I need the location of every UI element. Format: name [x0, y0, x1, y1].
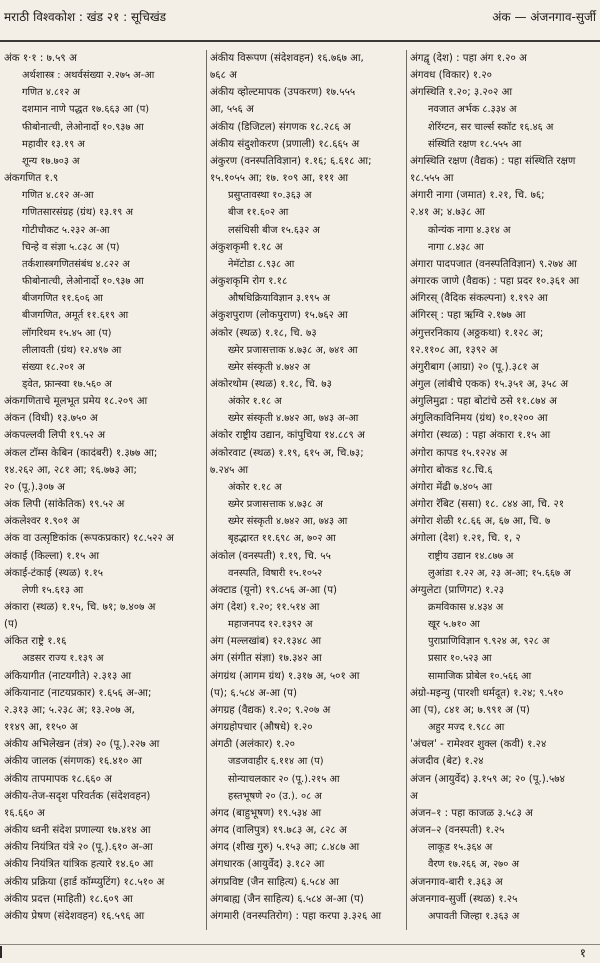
index-entry: अंगिरस् (वैदिक संकल्पना) १.१९२ आ — [410, 293, 548, 305]
index-subentry: प्रसुप्तावस्था १०.३६३ अ — [228, 190, 312, 202]
index-entry: अंग (संगीत संज्ञा) १७.३४२ आ — [210, 653, 322, 665]
index-entry: अंगप्रविष्ट (जैन साहित्य) ६.५८४ आ — [210, 876, 339, 888]
index-subentry: दशमान नाणे पद्धत १७.६६३ आ (प) — [22, 104, 150, 116]
index-entry: १६.६६० अ — [4, 807, 45, 819]
index-entry: अंगस्थिति रक्षण (वैद्यक) : पहा संस्थिति रक्षण — [410, 155, 576, 167]
index-entry: अंकीय जालक (संगणक) १६.४१० आ — [4, 756, 142, 768]
index-entry: अंगद्वृ (देश) : पहा अंग १.२० अ — [410, 53, 527, 64]
index-entry: अंकियागीत (नाटयगीते) २.३१३ आ — [4, 670, 131, 682]
index-entry: (प) — [4, 619, 18, 631]
index-entry: अंकोर राष्ट्रीय उद्यान, कांपुचिया १४.८८९ अ — [210, 430, 365, 442]
index-subentry: चिन्हे व संज्ञा ५.८३८ अ (प) — [22, 241, 120, 253]
column-divider — [406, 50, 407, 930]
index-subentry: लुआंडा १.२२ अ, २३ अ-आ; १५.६६७ अ — [428, 567, 571, 579]
index-entry: अंगारी नागा (जमात) १.२१, चि. ७६; — [410, 190, 545, 202]
index-entry: अंग्रो-मइन्यु (पारशी धर्मदूत) १.२४; ९.५१० — [410, 687, 564, 699]
index-entry: अंकीय अभिलेखन (तंत्र) २० (पू.).२२७ आ — [4, 739, 160, 751]
index-subentry: खूर ५.७१० आ — [428, 619, 480, 631]
index-subentry: नागा ८.४३८ आ — [428, 241, 484, 253]
index-subentry: अडसर राज्य १.१३९ अ — [22, 653, 104, 665]
index-entry: अंगग्रह (वैद्यक) १.२०; ९.२०७ अ — [210, 704, 331, 716]
index-entry: अंकीय विरूपण (संदेशवहन) १६.७६७ आ, — [210, 53, 364, 64]
index-entry: अंकोर (स्थळ) १.१८, चि. ७३ — [210, 327, 317, 339]
index-entry: अंकन (विधी) १३.७५० अ — [4, 413, 98, 425]
page-range-title: अंक — अंजनगाव-सुर्जी — [492, 10, 596, 24]
index-entry: अंक लिपी (सांकेतिक) १९.५२ अ — [4, 499, 125, 511]
index-subentry: बीजगणित, अमूर्त ११.६१९ आ — [22, 310, 129, 322]
index-entry: अंकीय-तेज-सदृश परिवर्तक (संदेशवहन) — [4, 790, 151, 802]
index-entry: अंगुल (लांबीचे एकक) १५.३५१ अ, ३५८ अ — [410, 378, 568, 390]
index-subentry: वैरण १७.२६६ अ, २७० अ — [428, 859, 519, 871]
index-entry: अंग (मल्लखांब) १२.१३४८ आ — [210, 636, 321, 648]
index-entry: 'अंचल' - रामेश्वर शुक्ल (कवी) १.२४ — [410, 739, 547, 751]
index-entry: अंकित राष्ट्रे १.१६ — [4, 636, 67, 648]
index-entry: अंगिरस् : पहा ऋग्वि २.१७७ आ — [410, 310, 526, 322]
index-subentry: ख्मेर प्रजासत्ताक ४.७३८ अ — [228, 499, 323, 511]
index-entry: ११४९ आ, ११५० अ — [4, 722, 78, 734]
index-entry: अंगुलिकाविनिमय (ग्रंथ) १०.१२०० आ — [410, 413, 548, 425]
index-subentry: लॉगरिथम १५.४५ आ (प) — [22, 327, 112, 339]
index-entry: अंगोरा मेंढी ७.४०५ आ — [410, 481, 492, 493]
index-subentry: गणित ४.८१२ अ-आ — [22, 190, 94, 202]
index-subentry: ख्मेर संस्कृती ४.७४२ आ, ७४३ आ — [228, 516, 348, 528]
index-subentry: बृहद्भारत ११.६९८ अ, ७०२ आ — [228, 533, 336, 545]
index-subentry: गोटीचौकट ५.२३२ अ-आ — [22, 224, 110, 236]
index-subentry: लीलावती (ग्रंथ) १२.४९७ आ — [22, 344, 122, 356]
index-entry: अंगस्थिति १.२०; ३.२०२ आ — [410, 87, 512, 99]
index-entry: अंकीय नियंत्रित यांत्रिक हत्यारे १४.६० आ — [4, 859, 154, 871]
index-subentry: क्रमविकास ४.४३४ अ — [428, 602, 504, 613]
index-entry: १२.११०८ आ, १३९२ अ — [410, 344, 498, 356]
index-entry: अंगठी (अलंकार) १.२० — [210, 739, 295, 751]
index-subentry: सामाजिक प्रोबेल १०.५६६ आ — [428, 670, 532, 682]
index-entry: अंगग्रंथ (आगम ग्रंथ) १.३१७ अ, ५०१ आ — [210, 670, 360, 682]
index-subentry: अर्थशास्त्र : अथर्वसंख्या २.२७५ अ-आ — [22, 70, 155, 82]
index-entry: अंगवध (विकार) १.२० — [410, 70, 492, 82]
index-entry: अंकियानाट (नाटयप्रकार) १.६५६ अ-आ; — [4, 687, 152, 699]
index-subentry: ख्मेर संस्कृती ४.७४२ आ, ७४३ अ-आ — [228, 413, 359, 425]
index-column-3 — [410, 50, 600, 930]
index-entry: अंगोला (देश) १.२१, चि. १, २ — [410, 533, 521, 545]
index-subentry: प्रसार १०.५२३ आ — [428, 653, 492, 665]
index-entry: अंकगणिताचे मूलभूत प्रमेय १८.२०९ आ — [4, 396, 148, 408]
index-subentry: लसंधिसी बीज १५.६३२ अ — [228, 224, 320, 236]
index-entry: अंकोरवाट (स्थळ) १.१९, ६१५ अ, चि.७३; — [210, 447, 364, 459]
index-subentry: अहुर मज्द १.९८८ आ — [428, 722, 505, 734]
index-subentry: अंकोर १.१८ अ — [228, 396, 282, 408]
index-entry: १५.१०५५ आ; १७. १०९ आ, १११ आ — [210, 173, 348, 185]
index-entry: अंगग्रहोपचार (औषधे) १.२० — [210, 722, 313, 734]
index-entry: अंगारा पादपजात (वनस्पतिविज्ञान) ९.२७४ आ — [410, 258, 577, 270]
index-entry: (प); ६.५८४ अ-आ (प) — [210, 687, 297, 699]
index-entry: अंगारक जाणे (वैद्यक) : पहा प्रदर १०.३६१ आ — [410, 276, 580, 288]
index-entry: अंकोरथोम (स्थळ) १.१८, चि. ७३ — [210, 378, 332, 390]
index-subentry: तर्कशास्त्रगणितसंबंध ४.८२२ अ — [22, 258, 130, 270]
index-entry: अंकुशकृमि रोग १.१८ — [210, 276, 288, 288]
index-entry: अंगधारक (आयुर्वेद) ३.१८२ आ — [210, 859, 325, 871]
index-entry: अंजन (आयुर्वेद) ३.१५९ अ; २० (पू.).५७४ — [410, 773, 565, 785]
index-subentry: औषधिक्रियाविज्ञान ३.१९५ अ — [228, 293, 330, 305]
index-subentry: संख्या १८.२०१ अ — [22, 361, 85, 373]
index-entry: अंगोरा बोकड १८.चि.६ — [410, 464, 493, 476]
index-entry: अंकाई-टंकाई (स्थळ) १.१५ — [4, 567, 104, 579]
footer-rule — [0, 944, 600, 945]
index-subentry: लेणी १५.६१३ आ — [22, 584, 84, 596]
index-entry: अंकगणित १.९ — [4, 173, 59, 185]
index-entry: अंगोरा कापड १५.१२२४ अ — [410, 447, 508, 459]
index-entry: अंगद (वालिपुत्र) १९.७८३ अ, ८२८ अ — [210, 825, 347, 837]
index-subentry: महाजनपद १२.१३९२ अ — [228, 619, 313, 631]
index-subentry: अंकोर १.१८ अ — [228, 481, 282, 493]
index-entry: अंकीय नियंत्रित यंत्रे २० (पू.).६१० अ-आ — [4, 842, 153, 854]
index-entry: अंकुरण (वनस्पतिविज्ञान) १.१६; ६.६१८ आ; — [210, 155, 372, 167]
index-subentry: बीज ११.६०२ आ — [228, 207, 289, 219]
index-entry: १४.२६२ आ, २८१ आ; १६.७७३ आ; — [4, 464, 137, 476]
index-entry: अंकीय प्रक्रिया (हार्ड कॉम्प्युटिंग) १८.५१० अ — [4, 876, 165, 888]
edge-mark — [0, 946, 2, 958]
index-subentry: नेमॅटोडा ८.९३८ आ — [228, 258, 295, 270]
index-entry: अंकीय प्रदत्त (माहिती) १८.६०९ आ — [4, 893, 133, 905]
index-entry: अंकुशपुराण (लोकपुराण) १५.७६२ आ — [210, 310, 348, 322]
header-rule — [0, 40, 600, 42]
index-subentry: जडजवाहीर ६.११४ आ (प) — [228, 756, 324, 768]
index-entry: अंगुलिमुद्रा : पहा बोटांचे ठसे ११.८७४ अ — [410, 396, 557, 408]
index-subentry: शून्य १७.७०३ अ — [22, 155, 80, 167]
index-subentry: हस्तभूषणे २० (उ.). ०८ अ — [228, 790, 322, 802]
index-entry: २.३१३ आ; ५.२३८ अ; १३.२०७ अ, — [4, 704, 135, 716]
index-entry: अंकीय (डिजिटल) संगणक १८.२८६ अ — [210, 121, 351, 133]
index-entry: अंग (देश) १.२०; ११.५१४ आ — [210, 602, 320, 613]
index-entry: आ (प), ८४१ अ; ७.९९१ अ (प) — [410, 704, 530, 716]
index-entry: अंक्टाड (यूनो) १९.८५६ अ-आ (प) — [210, 584, 337, 596]
index-entry: अंगबाह्य (जैन साहित्य) ६.५८४ अ-आ (प) — [210, 893, 364, 905]
index-subentry: ख्मेर संस्कृती ४.७४२ अ — [228, 361, 311, 373]
index-entry: अंकलेश्वर १.९०१ अ — [4, 516, 80, 528]
index-entry: अंकुशकृमी १.१८ अ — [210, 241, 283, 253]
index-subentry: राष्ट्रीय उद्यान १४.८७७ अ — [428, 550, 514, 562]
index-subentry: पुराप्राणिविज्ञान ९.९२४ अ, ९२८ अ — [428, 636, 550, 648]
index-subentry: लाकूड १५.३६४ अ — [428, 842, 493, 854]
index-entry: अंजन–१ : पहा काजळ ३.५८३ अ — [410, 807, 533, 819]
index-column-1 — [4, 50, 202, 930]
index-entry: अंजन–२ (वनस्पती) १.२५ — [410, 825, 505, 837]
index-subentry: संस्थिति रक्षण १८.५५५ आ — [428, 138, 522, 150]
index-entry: १८.५५५ आ — [410, 173, 454, 185]
index-entry: अंगोरा शेळी १८.६६ अ, ६७ आ, चि. ७ — [410, 516, 551, 528]
index-entry: अंकाई (किल्ला) १.१५ आ — [4, 550, 100, 562]
index-subentry: शेरिंग्टन, सर चार्ल्स स्कॉट १६.४६ अ — [428, 121, 554, 133]
index-entry: अंगोरा (स्थळ) : पहा अंकारा १.१५ आ — [410, 430, 551, 442]
index-subentry: फीबोनात्ची, लेओनार्दो १०.९३७ आ — [22, 276, 144, 288]
index-entry: आ, ५५६ अ — [210, 104, 254, 116]
index-entry: २० (पू.).३०७ अ — [4, 481, 65, 493]
index-entry: अंजनगाव-सुर्जी (स्थळ) १.२५ — [410, 893, 518, 905]
index-subentry: फीबोनात्ची, लेओनार्दो १०.९३७ आ — [22, 121, 144, 133]
index-subentry: गणितसारसंग्रह (ग्रंथ) १३.१९ अ — [22, 207, 133, 219]
index-subentry: ड्वेत, फ्रान्स्वा १७.५६० अ — [22, 378, 112, 390]
index-subentry: ख्मेर प्रजासत्ताक ४.७३८ अ, ७४१ आ — [228, 344, 358, 356]
page-number: १ — [579, 946, 586, 960]
index-entry: अंक वा उत्सृष्टिकांक (रूपकप्रकार) १८.५२२ अ — [4, 533, 174, 545]
index-entry: अंकीय व्होल्टमापक (उपकरण) १७.५५५ — [210, 87, 356, 99]
page-header — [0, 0, 600, 34]
index-entry: २.४१ अ; ४.७३८ आ — [410, 207, 485, 219]
index-entry: अंगद (शीख गुरु) ५.१५३ आ; ८.४८७ आ — [210, 842, 360, 854]
index-entry: अंकल टॉम्स केबिन (कादंबरी) १.३७७ आ; — [4, 447, 158, 459]
volume-title: मराठी विश्वकोश : खंड २१ : सूचिखंड — [4, 10, 167, 24]
index-entry: अंगोरा रॅबिट (ससा) १८. ८४४ आ, चि. २१ — [410, 499, 565, 511]
index-entry: अंकीय ध्वनी संदेश प्रणाल्या १७.४१४ आ — [4, 825, 151, 837]
index-subentry: महावीर १३.१९ अ — [22, 138, 85, 150]
index-entry: अंगमारी (वनस्पतिरोग) : पहा करपा ३.३२६ आ — [210, 910, 382, 922]
index-subentry: बीजगणित ११.६०६ आ — [22, 293, 103, 305]
index-entry: अंगुत्तरनिकाय (अठ्ठकथा) १.१२८ अ; — [410, 327, 544, 339]
index-subentry: वनस्पति, विषारी १५.१०५२ — [228, 567, 323, 579]
column-divider — [206, 50, 207, 930]
index-subentry: नवजात अर्भक ८.३३४ अ — [428, 104, 517, 116]
index-entry: ७६८ अ — [210, 70, 237, 82]
index-entry: अंकारा (स्थळ) १.१५, चि. ७१; ७.४०७ अ — [4, 602, 156, 613]
index-entry: अंक १·१ : ७.५९ अ — [4, 53, 77, 64]
index-entry: अंकपल्लवी लिपी १९.५२ अ — [4, 430, 106, 442]
index-entry: अंग्युलेटा (प्राणिगट) १.२३ — [410, 584, 505, 596]
index-entry: अंकीय प्रेषण (संदेशवहन) १६.५९६ आ — [4, 910, 145, 922]
index-entry: अंकीय तापमापक १८.६६० अ — [4, 773, 112, 785]
index-column-2 — [210, 50, 404, 930]
index-entry: अंकीय संदुशोकरण (प्रणाली) १८.६६५ अ — [210, 138, 360, 150]
index-entry: ७.२४५ आ — [210, 464, 249, 476]
index-entry: अंकोल (वनस्पती) १.१९, चि. ५५ — [210, 550, 331, 562]
index-entry: अंजनगाव-बारी १.३६३ अ — [410, 876, 503, 888]
index-entry: अंगुरीबाग (आग्रा) २० (पू.).३८१ अ — [410, 361, 539, 373]
index-entry: अ — [410, 790, 418, 802]
index-subentry: गणित ४.८१२ अ — [22, 87, 80, 99]
index-subentry: अपावती जिल्हा १.३६३ अ — [428, 910, 520, 922]
index-subentry: सोन्याचलकार २० (पू.).२१५ आ — [228, 773, 340, 785]
index-entry: अंजदीव (बेट) १.२४ — [410, 756, 484, 768]
index-subentry: कोन्यंक नागा ४.३१४ अ — [428, 224, 511, 236]
index-entry: अंगद (बाहुभूषण) १९.५३४ आ — [210, 807, 322, 819]
